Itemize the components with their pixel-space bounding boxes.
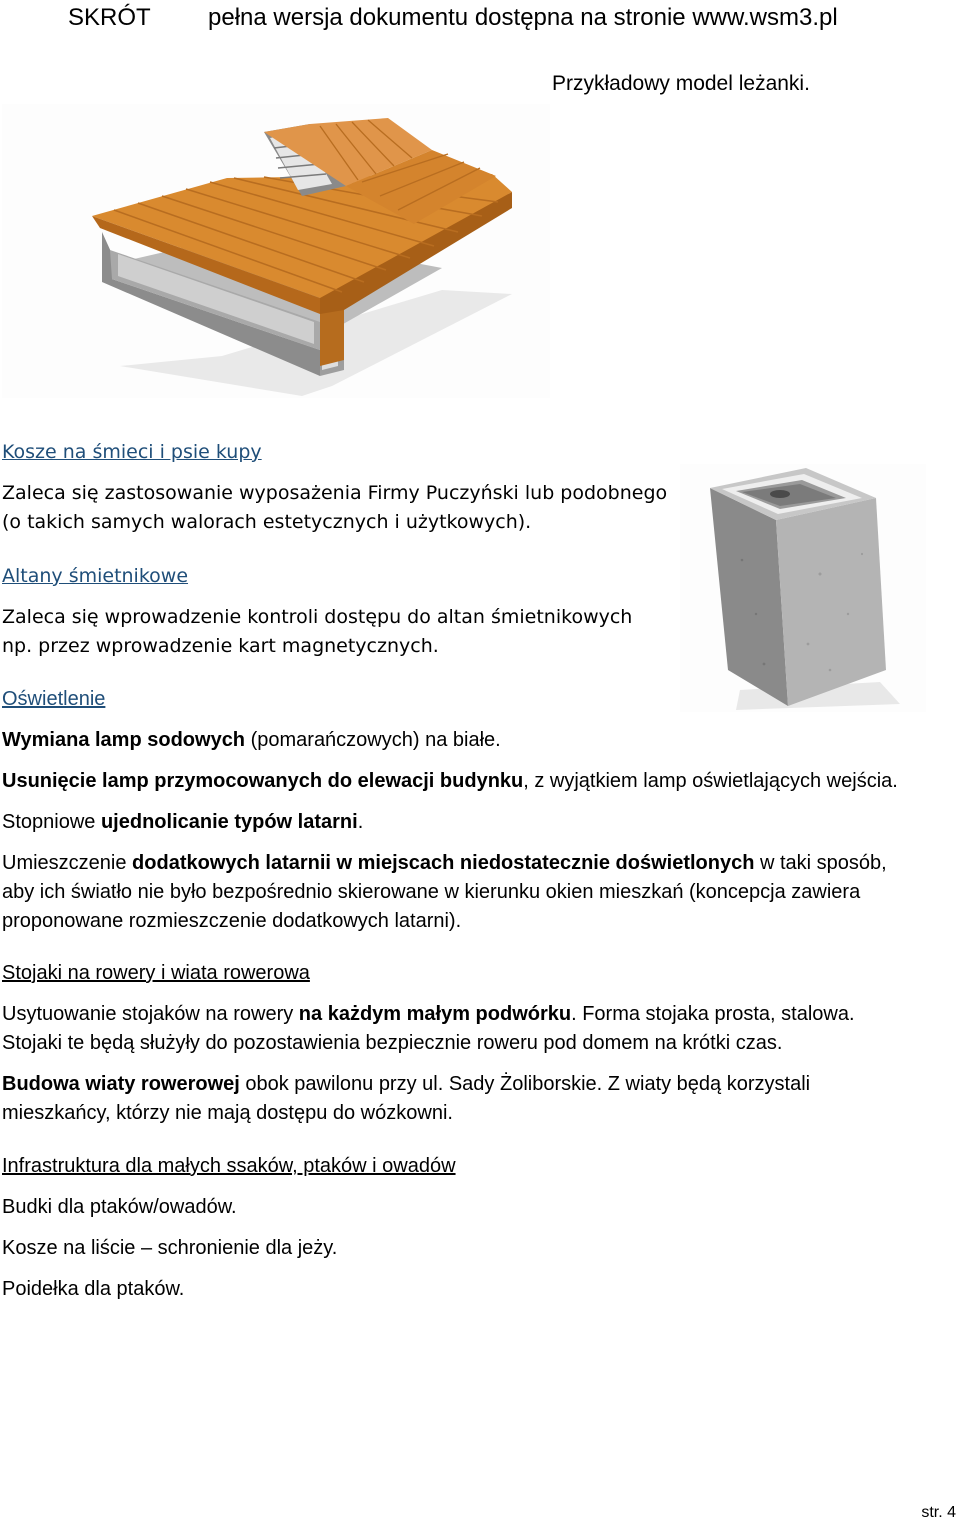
lighting-item-4-line-2: aby ich światło nie było bezpośrednio skierowane w kierunku okien mieszkań (koncepcja zawiera	[2, 881, 861, 903]
lighting-item-1: Wymiana lamp sodowych (pomarańczowych) na białe.	[2, 729, 501, 751]
shelters-text-line-2: np. przez wprowadzenie kart magnetycznych.	[2, 635, 439, 657]
lighting-item-4-line-3: proponowane rozmieszczenie dodatkowych latarni).	[2, 910, 462, 932]
bins-text-line-1: Zaleca się zastosowanie wyposażenia Firmy Puczyński lub podobnego	[2, 482, 668, 504]
short-version-label: SKRÓT	[68, 4, 151, 31]
wildlife-item-3: Poidełka dla ptaków.	[2, 1278, 185, 1300]
bikes-item-1-line-2: Stojaki te będą służyły do pozostawienia bezpiecznie roweru pod domem na krótki czas.	[2, 1032, 783, 1054]
bikes-heading: Stojaki na rowery i wiata rowerowa	[2, 962, 310, 984]
full-version-notice: pełna wersja dokumentu dostępna na stronie www.wsm3.pl	[208, 4, 838, 31]
lounger-bench-image	[2, 104, 550, 398]
lighting-item-4: Umieszczenie dodatkowych latarnii w miejscach niedostatecznie doświetlonych w taki sposób,	[2, 852, 887, 874]
lighting-heading: Oświetlenie	[2, 688, 106, 710]
bikes-item-1: Usytuowanie stojaków na rowery na każdym małym podwórku. Forma stojaka prosta, stalowa.	[2, 1003, 855, 1025]
lighting-item-2: Usunięcie lamp przymocowanych do elewacji budynku, z wyjątkiem lamp oświetlających wejścia.	[2, 770, 898, 792]
wildlife-item-1: Budki dla ptaków/owadów.	[2, 1196, 237, 1218]
bench-caption: Przykładowy model leżanki.	[552, 72, 810, 95]
wildlife-item-2: Kosze na liście – schronienie dla jeży.	[2, 1237, 338, 1259]
wildlife-heading: Infrastruktura dla małych ssaków, ptaków i owadów	[2, 1155, 456, 1177]
bikes-item-2-line-2: mieszkańcy, którzy nie mają dostępu do wózkowni.	[2, 1102, 453, 1124]
bikes-item-2: Budowa wiaty rowerowej obok pawilonu przy ul. Sady Żoliborskie. Z wiaty będą korzystali	[2, 1073, 811, 1095]
page-number: str. 4	[921, 1504, 956, 1521]
concrete-bin-image	[680, 464, 926, 712]
shelters-heading: Altany śmietnikowe	[2, 565, 189, 587]
bins-heading: Kosze na śmieci i psie kupy	[2, 441, 262, 463]
lighting-item-3: Stopniowe ujednolicanie typów latarni.	[2, 811, 364, 833]
bins-text-line-2: (o takich samych walorach estetycznych i użytkowych).	[2, 511, 532, 533]
shelters-text-line-1: Zaleca się wprowadzenie kontroli dostępu do altan śmietnikowych	[2, 606, 633, 628]
